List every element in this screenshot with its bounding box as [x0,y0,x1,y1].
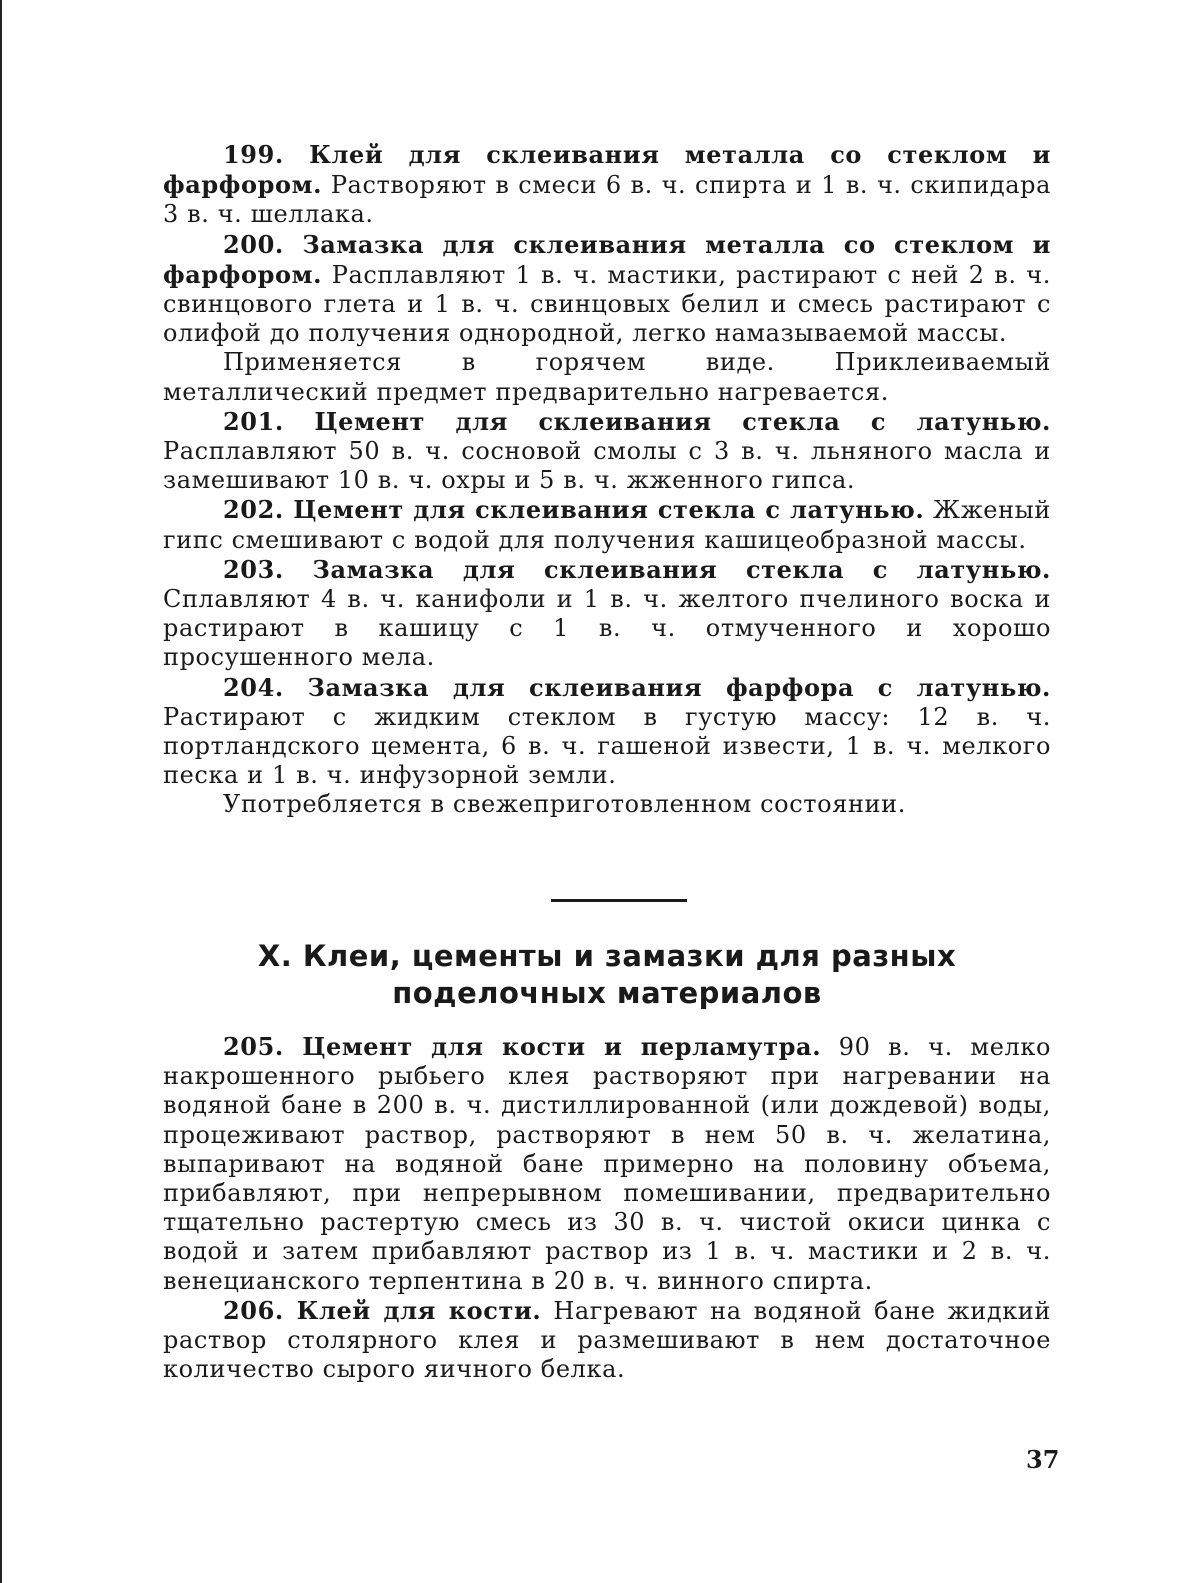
recipe-title: 205. Цемент для кости и перламутра. [223,1032,822,1061]
page-number: 37 [1026,1445,1060,1474]
recipe-title: 203. Замазка для склеивания стекла с латунью. [223,554,1051,584]
recipe-body: Сплавляют 4 в. ч. канифоли и 1 в. ч. желтого пчелиного воска и растирают в кашицу с 1 в. ч. отмученного и хорошо просушенного мела. [163,585,1051,672]
recipe-201 [163,407,1051,496]
recipe-title: 202. Цемент для склеивания стекла с латунью. [223,495,925,525]
recipe-body: Расплавляют 50 в. ч. сосновой смолы с 3 в. ч. льняного масла и замешивают 10 в. ч. охры и 5 в. ч. жженного гипса. [163,437,1051,495]
recipe-list-bottom [163,1032,1051,1384]
recipe-body: Нагревают на водяной бане жидкий раствор столярного клея и размешивают в нем достаточное количество сырого яичного белка. [163,1296,1051,1384]
recipe-title: 201. Цемент для склеивания стекла с латунью. [223,406,1051,436]
recipe-body: Расплавляют 1 в. ч. мастики, растирают с ней 2 в. ч. свинцового глета и 1 в. ч. свинцовых белил и смесь растирают с олифой до получения однородной, легко намазываемой массы. [163,260,1051,348]
recipe-203 [163,555,1051,673]
recipe-206 [163,1296,1051,1385]
section-title: X. Клеи, цементы и замазки для разных поделочных материалов [257,939,957,1010]
recipe-body: Растирают с жидким стеклом в густую массу: 12 в. ч. портландского цемента, 6 в. ч. гашеной извести, 1 в. ч. мелкого песка и 1 в. ч. инфузорной земли. [163,702,1051,790]
recipe-200 [163,230,1051,349]
recipe-204-note [163,790,1051,819]
recipe-list-top [163,140,1051,820]
section-divider [551,899,687,902]
recipe-200-note [163,348,1051,406]
recipe-body: Растворяют в смеси 6 в. ч. спирта и 1 в. ч. скипидара 3 в. ч. шеллака. [163,171,1051,229]
recipe-204 [163,673,1051,791]
recipe-title: 204. Замазка для склеивания фарфора с латунью. [223,672,1051,702]
recipe-body: Употребляется в свежеприготовленном состоянии. [223,790,906,819]
recipe-202 [163,495,1051,554]
recipe-body: Жженый гипс смешивают с водой для получения кашицеобразной массы. [163,496,1051,554]
recipe-body: 90 в. ч. мелко накрошенного рыбьего клея растворяют при нагревании на водяной бане в 200 в. ч. дистиллированной (или дождевой) воды, процеживают раствор, растворяют в нем 50 в. ч. желатина, выпаривают на водяной бане примерно на половину объема, прибавляют, при непрерывном помешивании, предварительно тщательно растертую смесь из 30 в. ч. чистой окиси цинка с водой и затем прибавляют раствор из 1 в. ч. мастики и 2 в. ч. венецианского терпентина в 20 в. ч. винного спирта. [163,1033,1051,1295]
recipe-205 [163,1032,1051,1296]
recipe-199 [163,140,1051,230]
recipe-body: Применяется в горячем виде. Приклеиваемый металлический предмет предварительно нагревается. [163,348,1051,406]
recipe-title: 206. Клей для кости. [223,1295,542,1325]
recipe-title: 199. Клей для склеивания металла со стеклом и фарфором. [163,140,1051,200]
recipe-title: 200. Замазка для склеивания металла со стеклом и фарфором. [163,229,1051,289]
page-edge-line [0,0,2,1583]
